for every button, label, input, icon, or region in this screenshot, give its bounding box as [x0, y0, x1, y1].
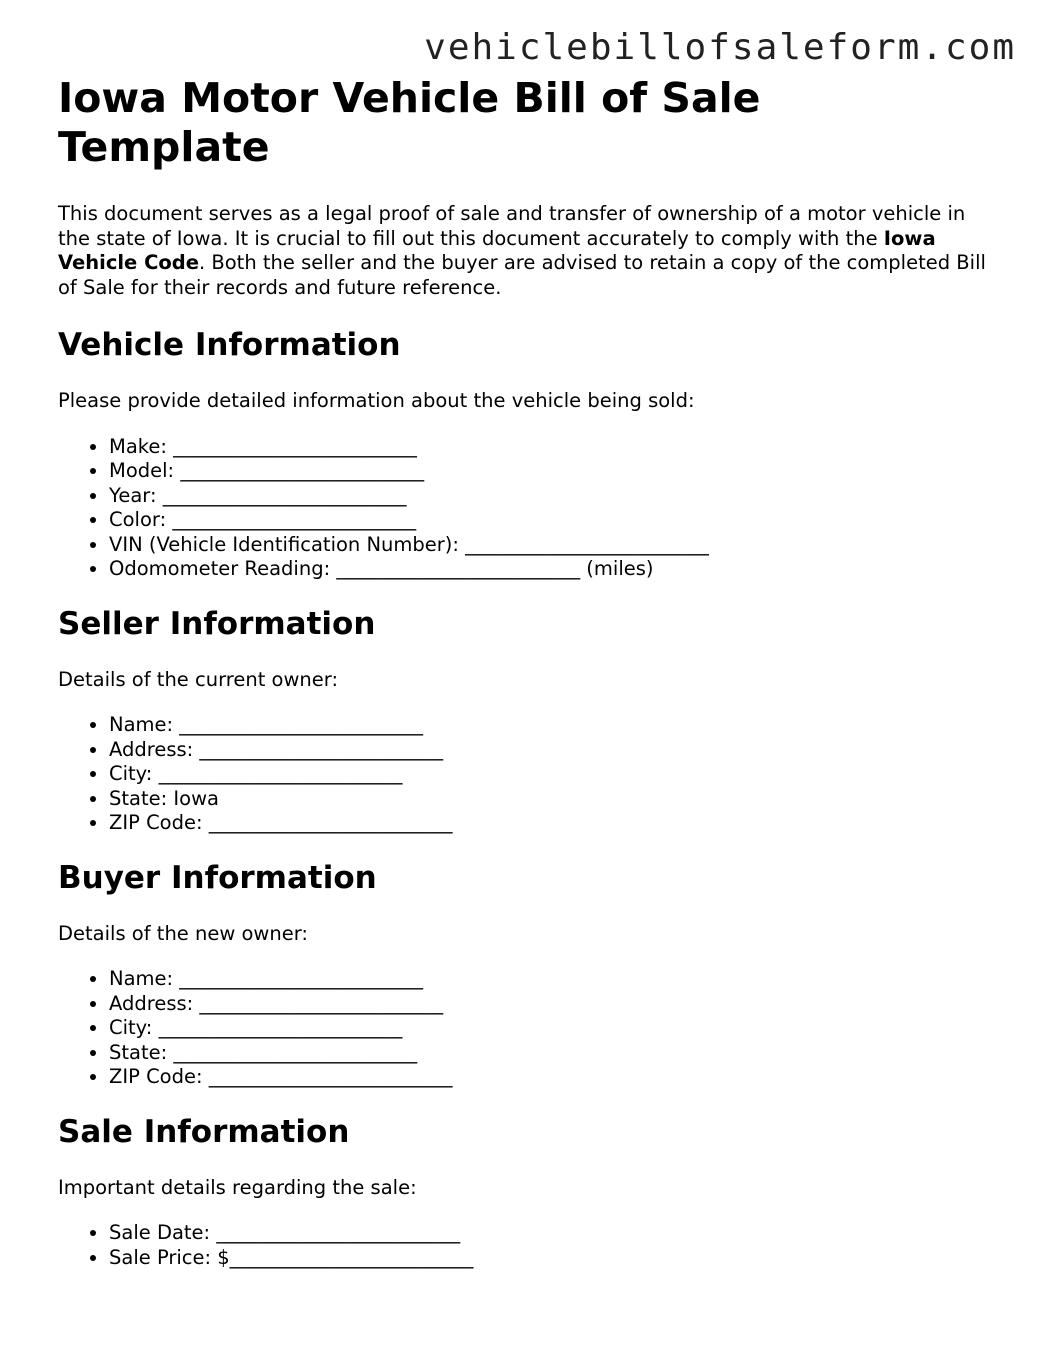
buyer-list [58, 967, 998, 1090]
seller-name-field[interactable]: • Name: _________________________ [109, 713, 998, 738]
buyer-heading: Buyer Information [58, 859, 377, 896]
seller-list [58, 713, 998, 836]
vehicle-heading: Vehicle Information [58, 327, 401, 363]
sale-list [58, 1221, 998, 1270]
sale-price-field[interactable]: • Sale Price: $_________________________ [109, 1246, 998, 1271]
intro-text-start: This document serves as a legal proof of sale and transfer of ownership of a motor vehicle in the state of Iowa. It is crucial to fill out this document accurately to comply with the [58, 202, 966, 250]
document-body [58, 74, 998, 1294]
buyer-description: Details of the new owner: [58, 921, 308, 945]
vehicle-model-field[interactable]: • Model: _________________________ [109, 459, 998, 484]
seller-heading: Seller Information [58, 605, 376, 642]
buyer-zip-field[interactable]: • ZIP Code: _________________________ [109, 1065, 998, 1090]
seller-zip-field[interactable]: • ZIP Code: _________________________ [109, 811, 998, 836]
vehicle-color-field[interactable]: • Color: _________________________ [109, 508, 998, 533]
seller-description: Details of the current owner: [58, 667, 339, 691]
buyer-city-field[interactable]: • City: _________________________ [109, 1016, 998, 1041]
vehicle-list [58, 435, 998, 582]
site-watermark: vehiclebillofsaleform.com [424, 27, 1016, 68]
sale-heading: Sale Information [58, 1113, 350, 1150]
sale-date-field[interactable]: • Sale Date: _________________________ [109, 1221, 998, 1246]
intro-text-end: . Both the seller and the buyer are advised to retain a copy of the completed Bill of Sale for their records and future reference. [58, 251, 986, 299]
vehicle-odometer-field[interactable]: • Odomometer Reading: _________________________ (miles) [109, 557, 998, 582]
vehicle-description: Please provide detailed information about the vehicle being sold: [58, 389, 695, 412]
seller-address-field[interactable]: • Address: _________________________ [109, 738, 998, 763]
vehicle-vin-field[interactable]: • VIN (Vehicle Identification Number): _________________________ [109, 533, 998, 558]
seller-state-field: • State: Iowa [109, 787, 998, 812]
vehicle-year-field[interactable]: • Year: _________________________ [109, 484, 998, 509]
buyer-address-field[interactable]: • Address: _________________________ [109, 992, 998, 1017]
seller-city-field[interactable]: • City: _________________________ [109, 762, 998, 787]
buyer-state-field[interactable]: • State: _________________________ [109, 1041, 998, 1066]
page-title: Iowa Motor Vehicle Bill of Sale Template [58, 74, 761, 171]
buyer-name-field[interactable]: • Name: _________________________ [109, 967, 998, 992]
intro-bold-code: Iowa Vehicle Code [58, 226, 936, 274]
sale-description: Important details regarding the sale: [58, 1175, 417, 1199]
intro-paragraph [58, 202, 998, 300]
vehicle-make-field[interactable]: • Make: _________________________ [109, 435, 998, 460]
